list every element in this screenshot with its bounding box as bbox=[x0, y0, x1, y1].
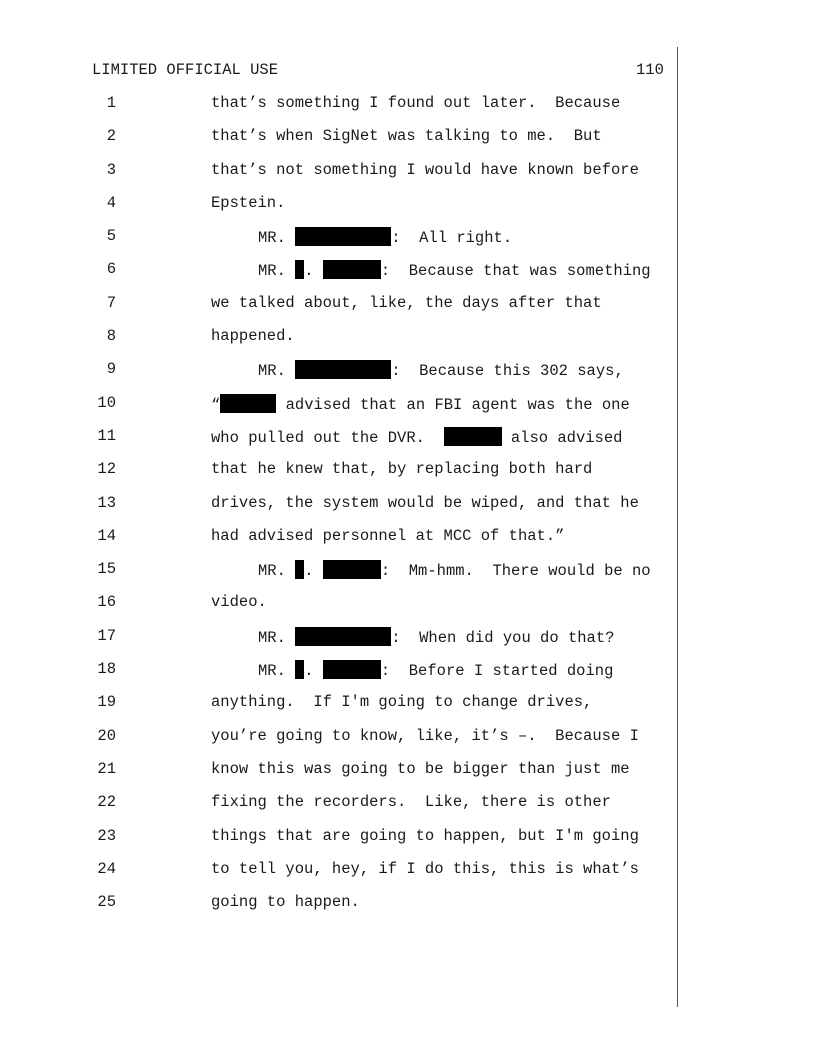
transcript-line bbox=[0, 494, 700, 527]
line-text: fixing the recorders. Like, there is other bbox=[211, 793, 611, 812]
line-text: happened. bbox=[211, 327, 295, 346]
redaction-block bbox=[295, 360, 391, 379]
speaker-separator: . bbox=[304, 562, 323, 581]
line-text: you’re going to know, like, it’s –. Because I bbox=[211, 726, 639, 745]
transcript-line bbox=[0, 360, 700, 393]
transcript-line bbox=[0, 260, 700, 293]
transcript-line bbox=[0, 394, 700, 427]
line-text: : All right. bbox=[391, 229, 513, 248]
line-text: things that are going to happen, but I'm going bbox=[211, 826, 639, 845]
transcript-line bbox=[0, 860, 700, 893]
speaker-prefix: MR. bbox=[258, 229, 296, 248]
line-number: 8 bbox=[106, 327, 116, 346]
line-number: 6 bbox=[106, 260, 116, 279]
classification-header: LIMITED OFFICIAL USE bbox=[92, 61, 279, 79]
line-number: 23 bbox=[97, 826, 116, 845]
redaction-block bbox=[295, 660, 304, 679]
redaction-block bbox=[220, 394, 276, 413]
line-text: advised that an FBI agent was the one bbox=[276, 395, 630, 414]
speaker-prefix: MR. bbox=[258, 562, 296, 581]
transcript-line bbox=[0, 793, 700, 826]
line-text: going to happen. bbox=[211, 893, 360, 912]
transcript-line bbox=[0, 827, 700, 860]
transcript-line bbox=[0, 627, 700, 660]
line-number: 11 bbox=[97, 426, 116, 445]
line-text: also advised bbox=[501, 428, 623, 447]
line-number: 22 bbox=[97, 793, 116, 812]
line-number: 5 bbox=[106, 227, 116, 246]
line-number: 4 bbox=[106, 193, 116, 212]
speaker-prefix: MR. bbox=[258, 662, 296, 681]
redaction-block bbox=[323, 260, 381, 279]
transcript-line bbox=[0, 760, 700, 793]
line-text: video. bbox=[211, 593, 267, 612]
redaction-block bbox=[295, 560, 304, 579]
page-number: 110 bbox=[636, 61, 664, 79]
quoted-line bbox=[211, 394, 630, 414]
redaction-block bbox=[323, 660, 381, 679]
line-number: 13 bbox=[97, 493, 116, 512]
line-number: 1 bbox=[106, 94, 116, 112]
line-text: : Before I started doing bbox=[380, 662, 614, 681]
transcript-line bbox=[0, 593, 700, 626]
line-text: : When did you do that? bbox=[391, 628, 615, 647]
speaker-separator: . bbox=[304, 662, 323, 681]
line-number: 14 bbox=[97, 526, 116, 545]
line-text: we talked about, like, the days after that bbox=[211, 293, 602, 312]
line-text: anything. If I'm going to change drives, bbox=[211, 693, 593, 712]
line-number: 7 bbox=[106, 293, 116, 312]
line-text: : Because that was something bbox=[380, 262, 651, 281]
transcript-line bbox=[0, 227, 700, 260]
line-number: 17 bbox=[97, 626, 116, 645]
transcript-line bbox=[0, 194, 700, 227]
transcript-line bbox=[0, 560, 700, 593]
redaction-block bbox=[323, 560, 381, 579]
line-text: that’s something I found out later. Because bbox=[211, 94, 621, 112]
redaction-block bbox=[295, 627, 391, 646]
line-text: : Mm-hmm. There would be no bbox=[380, 562, 651, 581]
speaker-line bbox=[258, 360, 624, 380]
line-number: 19 bbox=[97, 693, 116, 712]
transcript-line bbox=[0, 527, 700, 560]
transcript-line bbox=[0, 660, 700, 693]
transcript-line bbox=[0, 727, 700, 760]
speaker-line bbox=[258, 560, 651, 580]
line-number: 3 bbox=[106, 160, 116, 179]
speaker-prefix: MR. bbox=[258, 628, 296, 647]
line-number: 10 bbox=[97, 393, 116, 412]
line-number: 16 bbox=[97, 593, 116, 612]
transcript-line bbox=[0, 893, 700, 926]
transcript-lines bbox=[0, 94, 700, 926]
line-number: 2 bbox=[106, 127, 116, 146]
line-text: : Because this 302 says, bbox=[391, 362, 624, 381]
transcript-line bbox=[0, 127, 700, 160]
redaction-block bbox=[295, 227, 391, 246]
speaker-line bbox=[258, 227, 512, 247]
transcript-line bbox=[0, 94, 700, 127]
line-number: 18 bbox=[97, 660, 116, 679]
line-text: who pulled out the DVR. bbox=[211, 428, 444, 447]
speaker-separator: . bbox=[304, 262, 323, 281]
line-text: that he knew that, by replacing both hard bbox=[211, 460, 593, 479]
transcript-line bbox=[0, 161, 700, 194]
speaker-prefix: MR. bbox=[258, 262, 296, 281]
redaction-block bbox=[444, 427, 502, 446]
transcript-line bbox=[0, 427, 700, 460]
redaction-block bbox=[295, 260, 304, 279]
speaker-line bbox=[258, 660, 613, 680]
speaker-line bbox=[258, 627, 614, 647]
line-text: know this was going to be bigger than just me bbox=[211, 759, 630, 778]
quoted-line bbox=[211, 427, 622, 447]
line-text: Epstein. bbox=[211, 193, 286, 212]
open-quote: “ bbox=[211, 395, 221, 414]
line-text: drives, the system would be wiped, and that he bbox=[211, 493, 639, 512]
line-number: 9 bbox=[106, 360, 116, 379]
line-number: 21 bbox=[97, 759, 116, 778]
speaker-prefix: MR. bbox=[258, 362, 296, 381]
line-number: 15 bbox=[97, 560, 116, 579]
line-text: to tell you, hey, if I do this, this is what’s bbox=[211, 859, 639, 878]
transcript-line bbox=[0, 693, 700, 726]
speaker-line bbox=[258, 260, 651, 280]
line-number: 12 bbox=[97, 460, 116, 479]
line-text: that’s not something I would have known before bbox=[211, 160, 639, 179]
line-text: had advised personnel at MCC of that.” bbox=[211, 526, 565, 545]
transcript-line bbox=[0, 294, 700, 327]
line-number: 20 bbox=[97, 726, 116, 745]
line-number: 24 bbox=[97, 859, 116, 878]
line-number: 25 bbox=[97, 893, 116, 912]
transcript-line bbox=[0, 327, 700, 360]
line-text: that’s when SigNet was talking to me. But bbox=[211, 127, 602, 146]
transcript-line bbox=[0, 460, 700, 493]
